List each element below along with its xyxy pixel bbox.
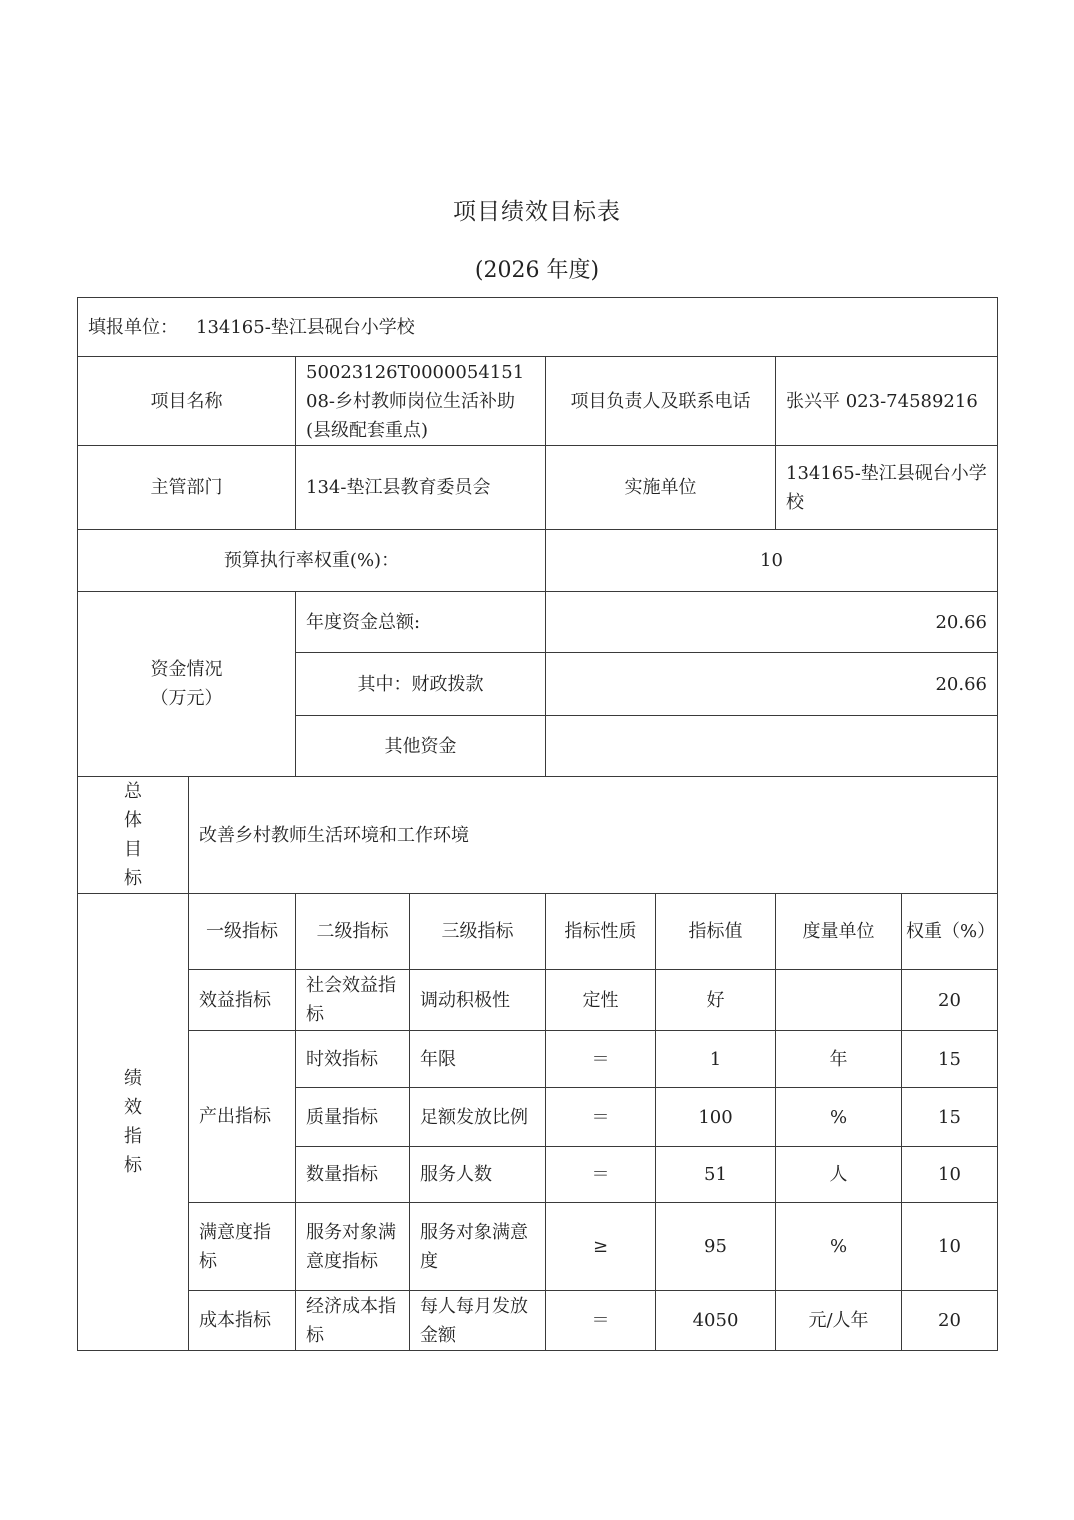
funds-other-label: 其他资金 bbox=[384, 735, 457, 757]
implementer-value: 134165-垫江县砚台小学校 bbox=[786, 462, 987, 513]
funds-fiscal-label: 其中：财政拨款 bbox=[357, 673, 484, 695]
unit-cell: 年 bbox=[829, 1048, 848, 1070]
budget-rate-label: 预算执行率权重(%)： bbox=[223, 550, 400, 571]
level2-cell: 数量指标 bbox=[306, 1164, 378, 1185]
funds-other-value bbox=[546, 716, 997, 776]
level3-cell: 服务对象满意度 bbox=[420, 1221, 528, 1272]
weight-cell: 20 bbox=[938, 1310, 961, 1331]
unit-cell: % bbox=[829, 1106, 848, 1128]
nature-cell: ＝ bbox=[591, 1164, 610, 1185]
nature-cell: ＝ bbox=[591, 1310, 610, 1331]
nature-cell: ＝ bbox=[591, 1106, 610, 1128]
goal-label-char: 标 bbox=[124, 868, 142, 889]
goal-label-char: 总 bbox=[124, 781, 142, 802]
level1-cell: 产出指标 bbox=[199, 1106, 271, 1127]
department-value: 134-垫江县教育委员会 bbox=[306, 477, 491, 498]
value-cell: 1 bbox=[709, 1048, 722, 1070]
nature-cell: ≥ bbox=[592, 1236, 609, 1257]
level3-cell: 调动积极性 bbox=[420, 989, 510, 1011]
unit-cell: 元/人年 bbox=[808, 1310, 869, 1331]
reporting-unit-value: 134165-垫江县砚台小学校 bbox=[196, 316, 415, 338]
funds-fiscal-value: 20.66 bbox=[935, 673, 987, 695]
value-cell: 51 bbox=[704, 1164, 727, 1185]
indicators-label-char: 指 bbox=[124, 1126, 142, 1147]
nature-cell: ＝ bbox=[591, 1048, 610, 1070]
page-subtitle: (2026 年度) bbox=[474, 258, 600, 283]
weight-cell: 10 bbox=[938, 1164, 961, 1185]
nature-cell: 定性 bbox=[582, 989, 619, 1011]
col-header-unit: 度量单位 bbox=[802, 921, 875, 942]
project-name-value: 50023126T000005415108-乡村教师岗位生活补助(县级配套重点) bbox=[306, 361, 525, 441]
implementer-label: 实施单位 bbox=[624, 477, 697, 498]
value-cell: 100 bbox=[698, 1106, 733, 1128]
department-label: 主管部门 bbox=[150, 477, 223, 498]
level2-cell: 质量指标 bbox=[306, 1106, 378, 1128]
unit-cell bbox=[776, 970, 901, 1030]
level2-cell: 服务对象满意度指标 bbox=[306, 1221, 396, 1272]
indicators-label bbox=[78, 894, 188, 1350]
goal-label bbox=[78, 777, 188, 893]
reporting-unit-label: 填报单位： bbox=[88, 316, 178, 338]
value-cell: 4050 bbox=[692, 1310, 739, 1331]
col-header-level2: 二级指标 bbox=[316, 921, 389, 942]
unit-cell: % bbox=[829, 1236, 848, 1257]
weight-cell: 15 bbox=[938, 1106, 961, 1128]
level3-cell: 足额发放比例 bbox=[420, 1106, 528, 1128]
contact-label: 项目负责人及联系电话 bbox=[570, 390, 751, 412]
page-title: 项目绩效目标表 bbox=[453, 199, 621, 225]
goal-value: 改善乡村教师生活环境和工作环境 bbox=[199, 824, 469, 846]
col-header-level1: 一级指标 bbox=[206, 921, 278, 942]
funds-total-value: 20.66 bbox=[935, 611, 987, 633]
contact-value: 张兴平 023-74589216 bbox=[786, 390, 978, 412]
weight-cell: 20 bbox=[938, 989, 961, 1011]
level2-cell: 社会效益指标 bbox=[306, 975, 396, 1025]
level1-cell: 效益指标 bbox=[199, 989, 271, 1011]
level3-cell: 服务人数 bbox=[420, 1164, 492, 1185]
indicators-label-char: 效 bbox=[124, 1097, 142, 1118]
funds-label-line1: 资金情况 bbox=[150, 659, 223, 680]
col-header-value: 指标值 bbox=[688, 921, 743, 942]
value-cell: 95 bbox=[704, 1236, 727, 1257]
reporting-unit-row bbox=[78, 298, 997, 356]
indicators-label-char: 绩 bbox=[124, 1068, 142, 1089]
level3-cell: 年限 bbox=[420, 1048, 456, 1070]
level1-cell: 满意度指标 bbox=[199, 1221, 271, 1272]
indicators-label-char: 标 bbox=[124, 1155, 142, 1176]
project-name-label: 项目名称 bbox=[150, 390, 223, 412]
col-header-weight: 权重（%） bbox=[906, 921, 996, 942]
level1-cell: 成本指标 bbox=[199, 1310, 271, 1331]
weight-cell: 15 bbox=[938, 1048, 961, 1070]
unit-cell: 人 bbox=[829, 1164, 848, 1185]
funds-label-line2: （万元） bbox=[150, 688, 223, 709]
goal-label-char: 目 bbox=[124, 839, 142, 860]
weight-cell: 10 bbox=[938, 1236, 961, 1257]
level2-cell: 经济成本指标 bbox=[306, 1295, 396, 1346]
goal-label-char: 体 bbox=[124, 810, 142, 831]
funds-total-label: 年度资金总额: bbox=[306, 611, 421, 633]
value-cell: 好 bbox=[706, 989, 725, 1011]
level3-cell: 每人每月发放金额 bbox=[420, 1295, 528, 1346]
funds-label bbox=[78, 592, 295, 776]
col-header-nature: 指标性质 bbox=[564, 921, 637, 942]
level2-cell: 时效指标 bbox=[306, 1048, 378, 1070]
budget-rate-value: 10 bbox=[760, 550, 783, 571]
col-header-level3: 三级指标 bbox=[441, 921, 514, 942]
